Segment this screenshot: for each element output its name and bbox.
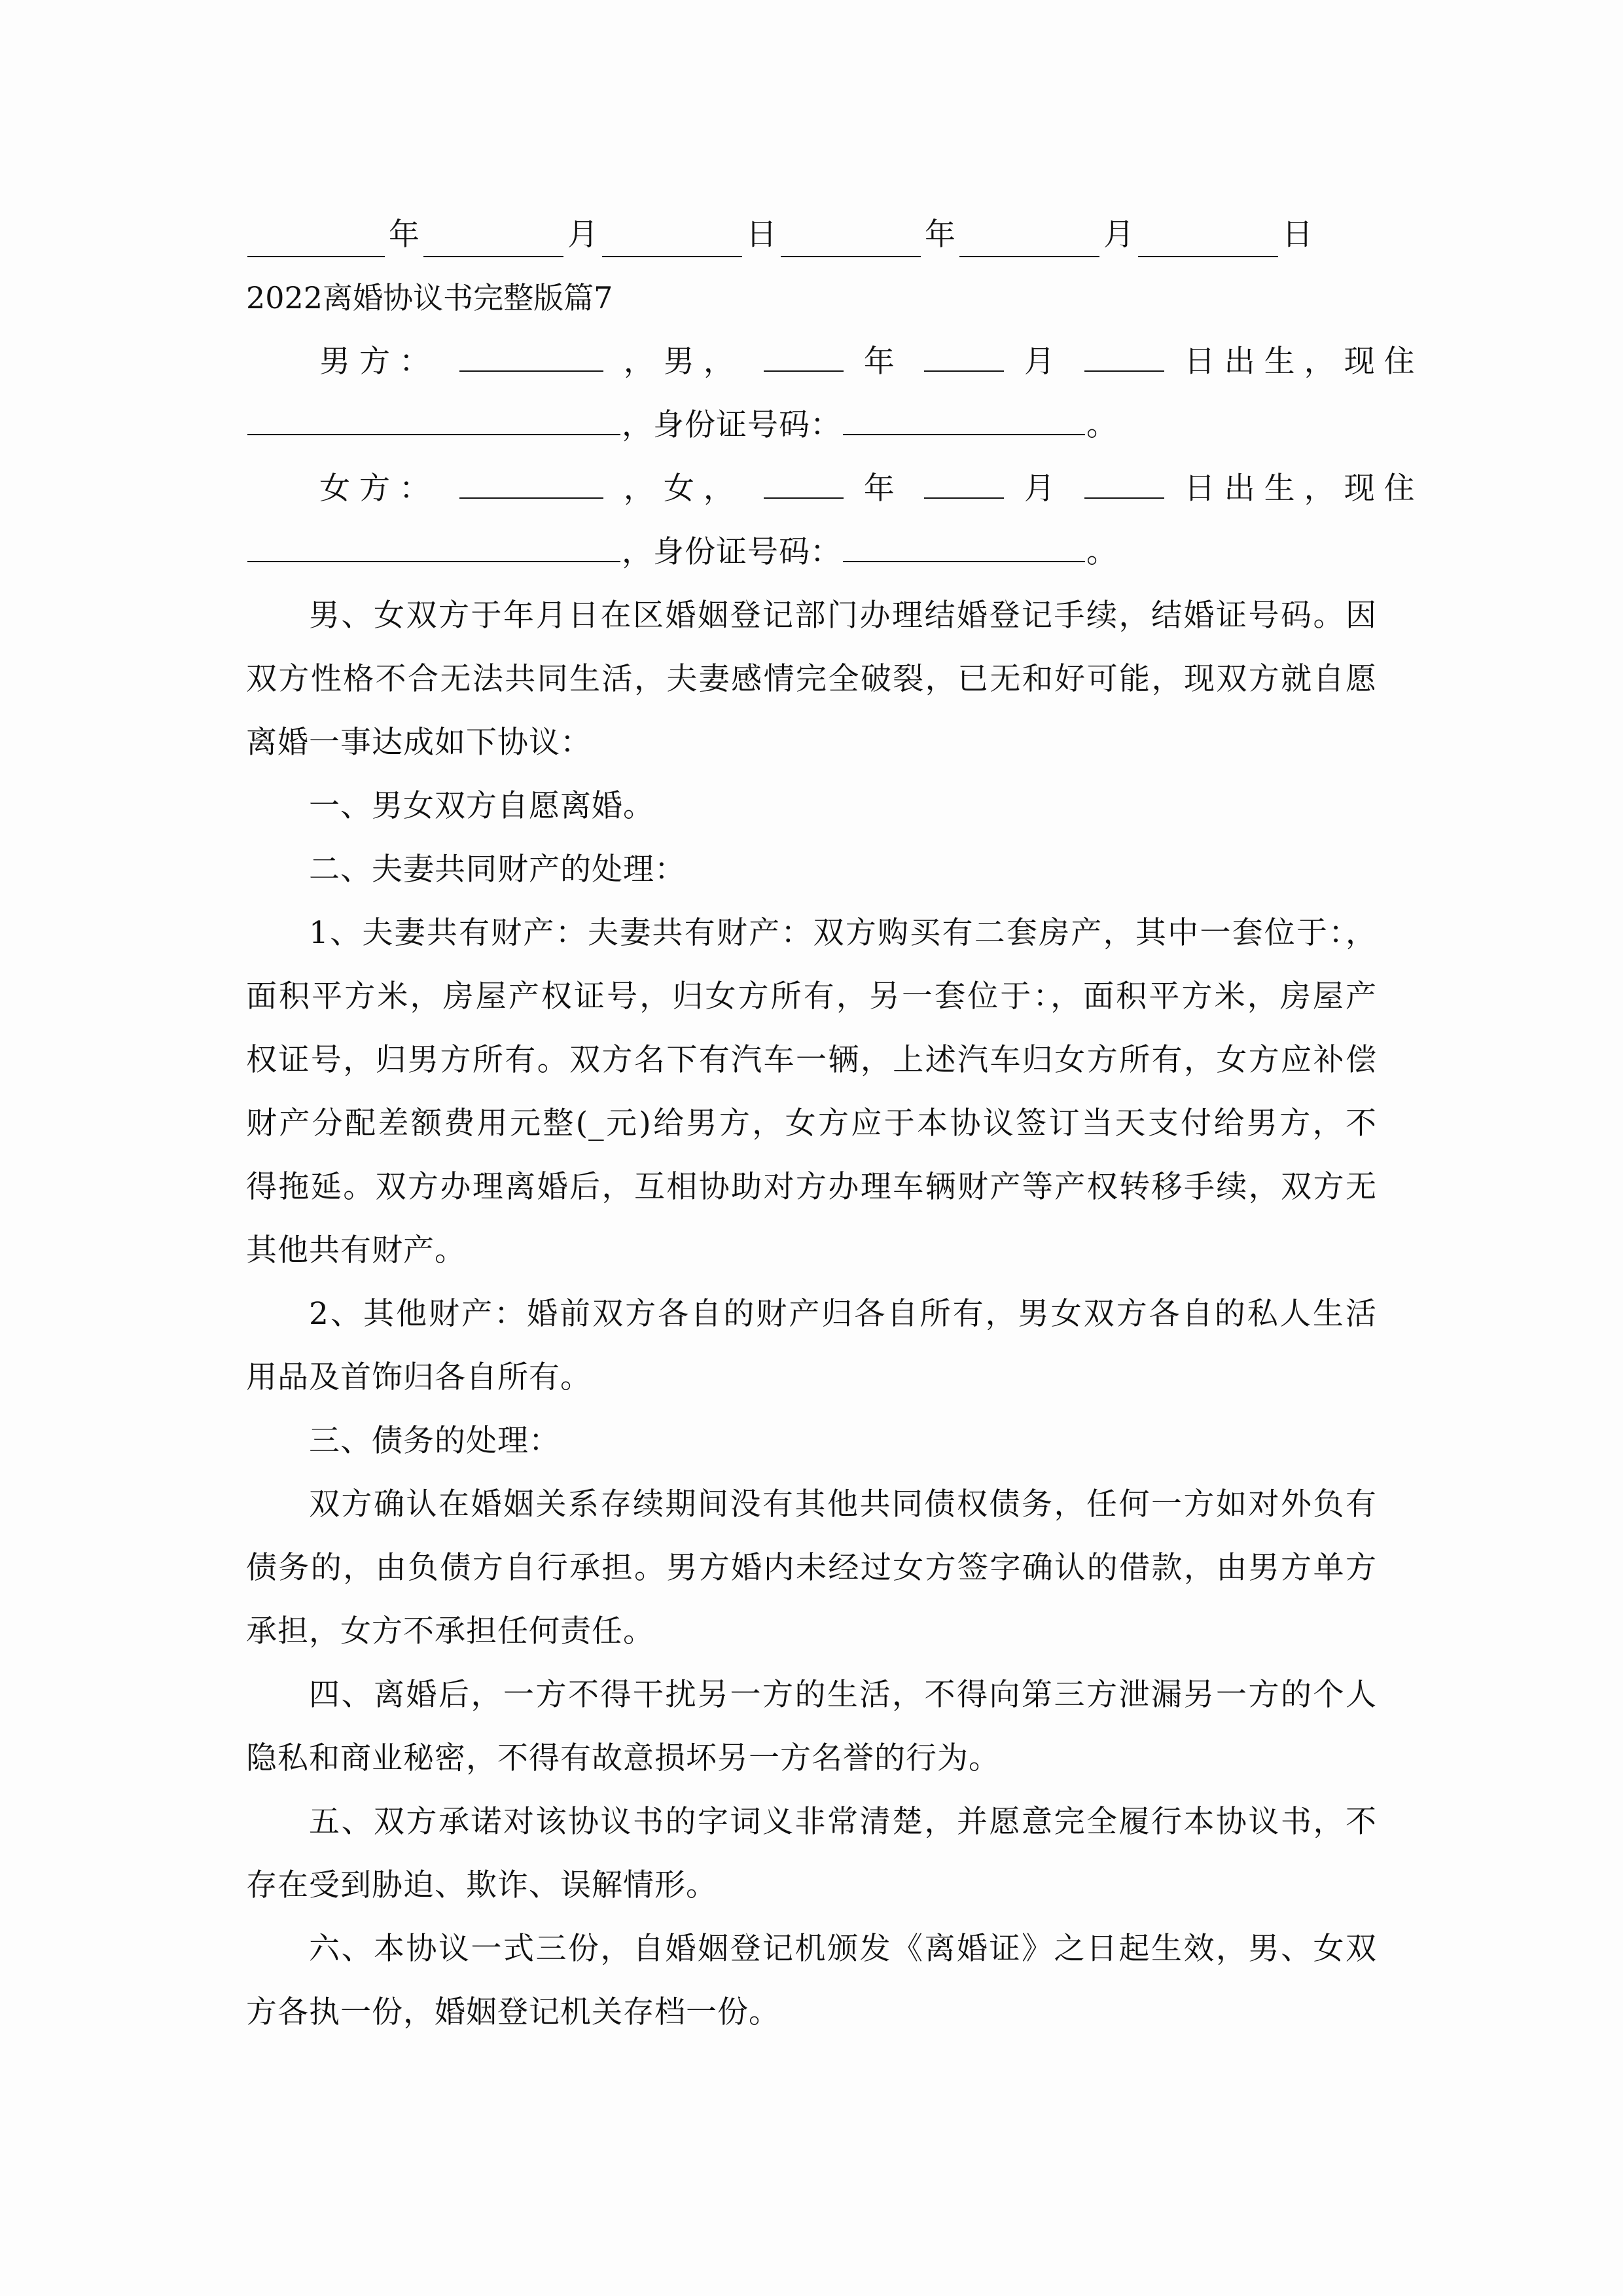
female-year-unit: 年 <box>863 471 904 507</box>
male-label: 男方： <box>319 344 439 380</box>
male-address-id-line <box>246 393 1377 457</box>
male-birth-day-blank <box>1084 344 1164 372</box>
blank-field <box>1138 256 1278 257</box>
female-address-blank <box>247 535 620 562</box>
document-title: 2022离婚协议书完整版篇7 <box>246 280 613 315</box>
agreement-clauses <box>246 584 1377 2044</box>
text-line: 财产分配差额费用元整(_元)给男方，女方应于本协议签订当天支付给男方，不 <box>246 1105 1377 1141</box>
text-line: 其他共有财产。 <box>246 1232 466 1268</box>
female-label: 女方： <box>319 471 439 507</box>
female-end-mark: 。 <box>1086 534 1118 570</box>
text-line: 二、夫妻共同财产的处理： <box>309 852 686 888</box>
female-gender: ，女， <box>623 471 743 507</box>
male-party-line <box>246 330 1424 393</box>
text-line: 2、其他财产：婚前双方各自的财产归各自所有，男女双方各自的私人生活 <box>309 1296 1377 1332</box>
female-birth-month-blank <box>924 471 1004 499</box>
text-line: 五、双方承诺对该协议书的字词义非常清楚，并愿意完全履行本协议书，不 <box>309 1804 1377 1840</box>
text-line: 双方确认在婚姻关系存续期间没有其他共同债权债务，任何一方如对外负有 <box>309 1486 1377 1522</box>
text-line: 三、债务的处理： <box>309 1423 560 1459</box>
female-name-blank <box>459 471 603 499</box>
text-line: 1、夫妻共有财产：夫妻共有财产：双方购买有二套房产，其中一套位于：， <box>309 915 1377 951</box>
female-address-id-line <box>246 520 1377 584</box>
female-birth-suffix: 日出生，现住 <box>1184 471 1424 507</box>
female-id-label: ，身份证号码： <box>622 534 842 570</box>
male-birth-suffix: 日出生，现住 <box>1184 344 1424 380</box>
blank-field <box>959 256 1099 257</box>
male-birth-year-blank <box>764 344 844 372</box>
date-unit-day: 日 <box>746 217 777 253</box>
blank-field <box>602 256 742 257</box>
blank-field <box>781 256 921 257</box>
date-unit-month: 月 <box>1103 217 1134 253</box>
text-line: 一、男女双方自愿离婚。 <box>309 788 654 824</box>
text-line: 存在受到胁迫、欺诈、误解情形。 <box>246 1867 717 1903</box>
male-address-blank <box>247 408 620 435</box>
signature-date-row <box>246 203 1377 266</box>
male-name-blank <box>459 344 603 372</box>
text-line: 双方性格不合无法共同生活，夫妻感情完全破裂，已无和好可能，现双方就自愿 <box>246 661 1377 697</box>
female-party-line <box>246 457 1424 520</box>
male-gender: ，男， <box>623 344 743 380</box>
date-unit-year: 年 <box>389 217 419 253</box>
text-line: 债务的，由负债方自行承担。男方婚内未经过女方签字确认的借款，由男方单方 <box>246 1550 1377 1586</box>
date-unit-month: 月 <box>567 217 598 253</box>
blank-field <box>247 256 385 257</box>
male-end-mark: 。 <box>1086 407 1118 443</box>
female-month-unit: 月 <box>1024 471 1064 507</box>
text-line: 方各执一份，婚姻登记机关存档一份。 <box>246 1994 780 2030</box>
male-id-blank <box>843 408 1085 435</box>
text-line: 得拖延。双方办理离婚后，互相协助对方办理车辆财产等产权转移手续，双方无 <box>246 1169 1377 1205</box>
date-unit-year: 年 <box>925 217 955 253</box>
text-line: 男、女双方于年月日在区婚姻登记部门办理结婚登记手续，结婚证号码。因 <box>309 598 1377 634</box>
male-year-unit: 年 <box>863 344 904 380</box>
female-birth-year-blank <box>764 471 844 499</box>
text-line: 权证号，归男方所有。双方名下有汽车一辆，上述汽车归女方所有，女方应补偿 <box>246 1042 1377 1078</box>
male-birth-month-blank <box>924 344 1004 372</box>
date-unit-day: 日 <box>1282 217 1313 253</box>
female-birth-day-blank <box>1084 471 1164 499</box>
text-line: 离婚一事达成如下协议： <box>246 725 592 761</box>
male-month-unit: 月 <box>1024 344 1064 380</box>
text-line: 六、本协议一式三份，自婚姻登记机颁发《离婚证》之日起生效，男、女双 <box>309 1931 1377 1967</box>
blank-field <box>423 256 563 257</box>
text-line: 四、离婚后，一方不得干扰另一方的生活，不得向第三方泄漏另一方的个人 <box>309 1677 1377 1713</box>
male-id-label: ，身份证号码： <box>622 407 842 443</box>
text-line: 面积平方米，房屋产权证号，归女方所有，另一套位于：，面积平方米，房屋产 <box>246 978 1377 1014</box>
text-line: 用品及首饰归各自所有。 <box>246 1359 592 1395</box>
female-id-blank <box>843 535 1085 562</box>
text-line: 隐私和商业秘密，不得有故意损坏另一方名誉的行为。 <box>246 1740 1000 1776</box>
text-line: 承担，女方不承担任何责任。 <box>246 1613 654 1649</box>
document-body <box>246 203 1424 2044</box>
